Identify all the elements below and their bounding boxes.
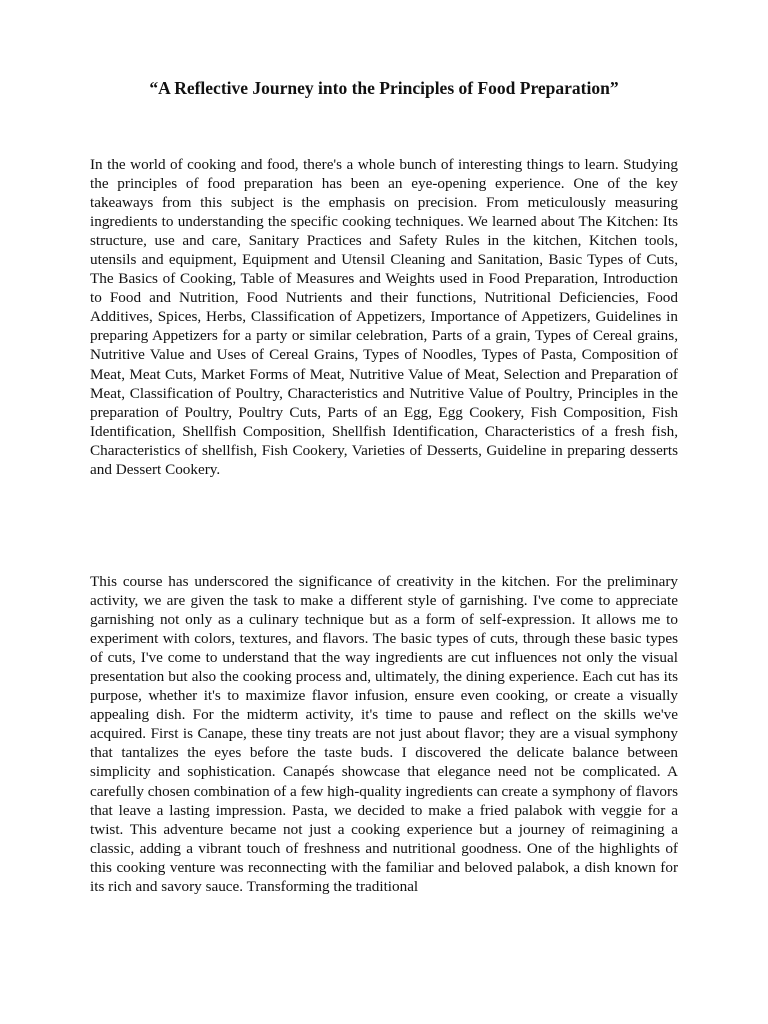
paragraph-intro: In the world of cooking and food, there's a whole bunch of interesting things to learn. Studying the principles of food preparation has been an eye-opening experience. One of the key takeaways from this subject is the emphasis on precision. From meticulously measuring ingredients to understanding the specific cooking techniques. We learned about The Kitchen: Its structure, use and care, Sanitary Practices and Safety Rules in the kitchen, Kitchen tools, utensils and equipment, Equipment and Utensil Cleaning and Sanitation, Basic Types of Cuts, The Basics of Cooking, Table of Measures and Weights used in Food Preparation, Introduction to Food and Nutrition, Food Nutrients and their functions, Nutritional Deficiencies, Food Additives, Spices, Herbs, Classification of Appetizers, Importance of Appetizers, Guidelines in preparing Appetizers for a party or similar celebration, Parts of a grain, Types of Cereal grains, Nutritive Value and Uses of Cereal Grains, Types of Noodles, Types of Pasta, Composition of Meat, Meat Cuts, Market Forms of Meat, Nutritive Value of Meat, Selection and Preparation of Meat, Classification of Poultry, Characteristics and Nutritive Value of Poultry, Principles in the preparation of Poultry, Poultry Cuts, Parts of an Egg, Egg Cookery, Fish Composition, Fish Identification, Shellfish Composition, Shellfish Identification, Characteristics of a fresh fish, Characteristics of shellfish, Fish Cookery, Varieties of Desserts, Guideline in preparing desserts and Dessert Cookery. (90, 156, 678, 478)
paragraph-creativity: This course has underscored the significance of creativity in the kitchen. For the preliminary activity, we are given the task to make a different style of garnishing. I've come to appreciate garnishing not only as a culinary technique but as a form of self-expression. It allows me to experiment with colors, textures, and flavors. The basic types of cuts, through these basic types of cuts, I've come to understand that the way ingredients are cut influences not only the visual presentation but also the cooking process and, ultimately, the dining experience. Each cut has its purpose, whether it's to maximize flavor infusion, ensure even cooking, or create a visually appealing dish. For the midterm activity, it's time to pause and reflect on the skills we've acquired. First is Canape, these tiny treats are not just about flavor; they are a visual symphony that tantalizes the eyes before the taste buds. I discovered the delicate balance between simplicity and sophistication. Canapés showcase that elegance need not be complicated. A carefully chosen combination of a few high-quality ingredients can create a symphony of flavors that leave a lasting impression. Pasta, we decided to make a fried palabok with veggie for a twist. This adventure became not just a cooking experience but a journey of reimagining a classic, adding a vibrant touch of freshness and nutritional goodness. One of the highlights of this cooking venture was reconnecting with the familiar and beloved palabok, a dish known for its rich and savory sauce. Transforming the traditional (90, 573, 678, 895)
document-title: “A Reflective Journey into the Principles of Food Preparation” (149, 78, 619, 98)
